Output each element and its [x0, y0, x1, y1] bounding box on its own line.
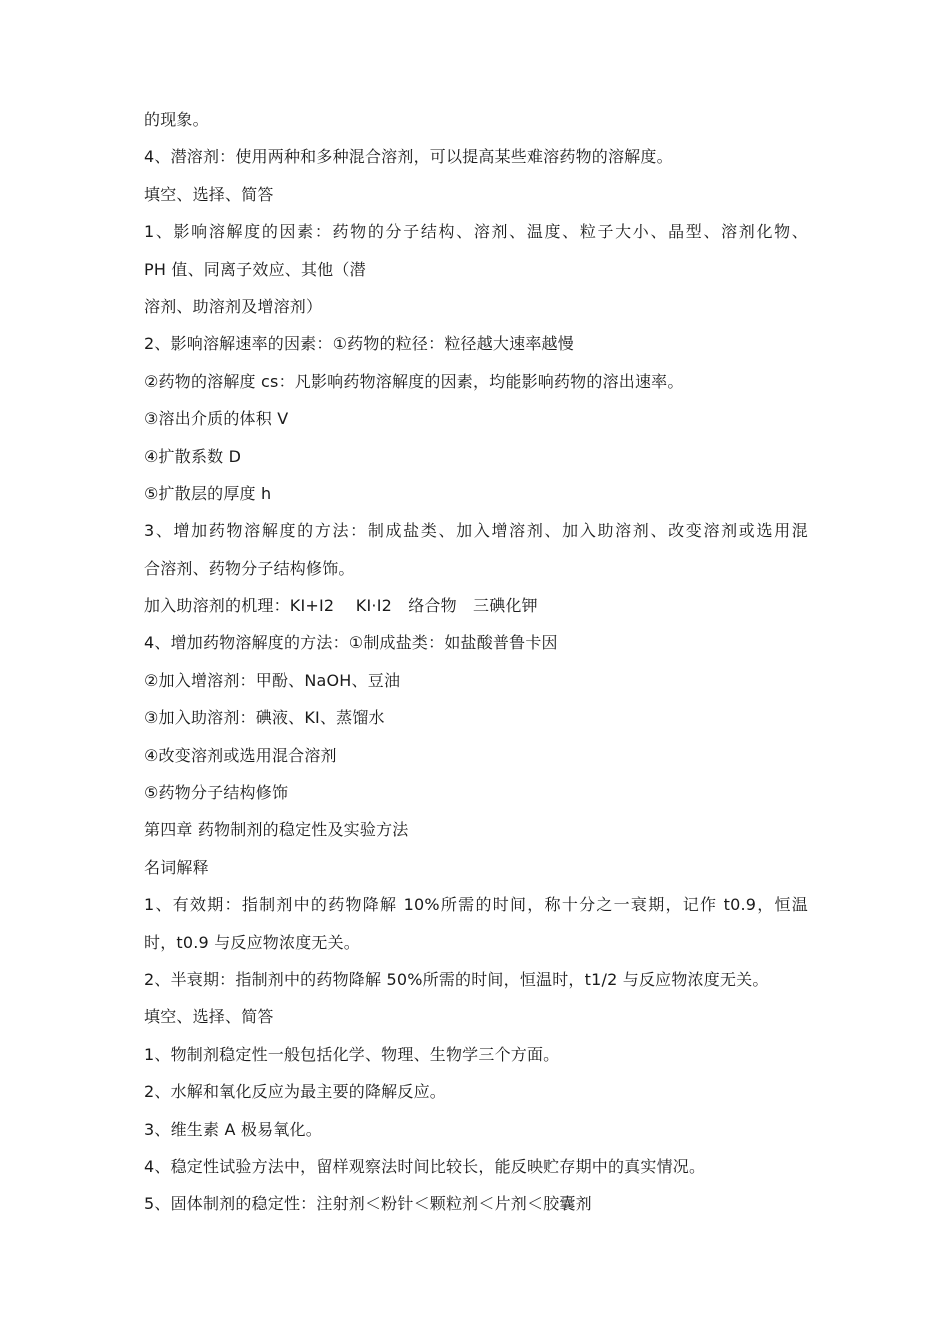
- text-line: 的现象。: [144, 110, 209, 129]
- text-line: 1、有效期：指制剂中的药物降解 10%所需的时间，称十分之一衰期，记作 t0.9，恒温: [144, 895, 808, 915]
- text-line: 3、维生素 A 极易氧化。: [144, 1119, 322, 1139]
- section-heading: 填空、选择、简答: [144, 184, 274, 204]
- document-body: [144, 101, 814, 1223]
- text-line: 2、水解和氧化反应为最主要的降解反应。: [144, 1082, 446, 1102]
- text-line: ③加入助溶剂：碘液、KI、蒸馏水: [144, 708, 385, 728]
- text-line: 加入助溶剂的机理：KI+I2 KI·I2 络合物 三碘化钾: [144, 596, 538, 616]
- text-line: 2、半衰期：指制剂中的药物降解 50%所需的时间，恒温时，t1/2 与反应物浓度无关。: [144, 969, 769, 989]
- text-line: 2、影响溶解速率的因素：①药物的粒径：粒径越大速率越慢: [144, 334, 574, 354]
- text-line: ④改变溶剂或选用混合溶剂: [144, 745, 337, 765]
- text-line: 1、影响溶解度的因素：药物的分子结构、溶剂、温度、粒子大小、晶型、溶剂化物、: [144, 222, 808, 242]
- text-line: 4、潜溶剂：使用两种和多种混合溶剂，可以提高某些难溶药物的溶解度。: [144, 147, 673, 167]
- text-line: ③溶出介质的体积 V: [144, 409, 289, 429]
- text-line: ②药物的溶解度 cs：凡影响药物溶解度的因素，均能影响药物的溶出速率。: [144, 371, 684, 391]
- text-line: ⑤扩散层的厚度 h: [144, 483, 272, 503]
- text-line: 合溶剂、药物分子结构修饰。: [144, 558, 355, 578]
- text-line: ④扩散系数 D: [144, 446, 242, 466]
- section-heading: 名词解释: [144, 857, 209, 877]
- text-line: PH 值、同离子效应、其他（潜: [144, 259, 366, 279]
- section-heading: 填空、选择、简答: [144, 1007, 274, 1027]
- text-line: 时，t0.9 与反应物浓度无关。: [144, 932, 361, 952]
- text-line: ⑤药物分子结构修饰: [144, 783, 289, 803]
- text-line: 4、增加药物溶解度的方法：①制成盐类：如盐酸普鲁卡因: [144, 633, 558, 653]
- text-line: 1、物制剂稳定性一般包括化学、物理、生物学三个方面。: [144, 1044, 560, 1064]
- text-line: ②加入增溶剂：甲酚、NaOH、豆油: [144, 670, 401, 690]
- text-line: 5、固体制剂的稳定性：注射剂＜粉针＜颗粒剂＜片剂＜胶囊剂: [144, 1194, 592, 1214]
- text-line: 4、稳定性试验方法中，留样观察法时间比较长，能反映贮存期中的真实情况。: [144, 1156, 706, 1176]
- text-line: 3、增加药物溶解度的方法：制成盐类、加入增溶剂、加入助溶剂、改变溶剂或选用混: [144, 521, 808, 541]
- text-line: 溶剂、助溶剂及增溶剂）: [144, 296, 323, 316]
- chapter-heading: 第四章 药物制剂的稳定性及实验方法: [144, 820, 409, 840]
